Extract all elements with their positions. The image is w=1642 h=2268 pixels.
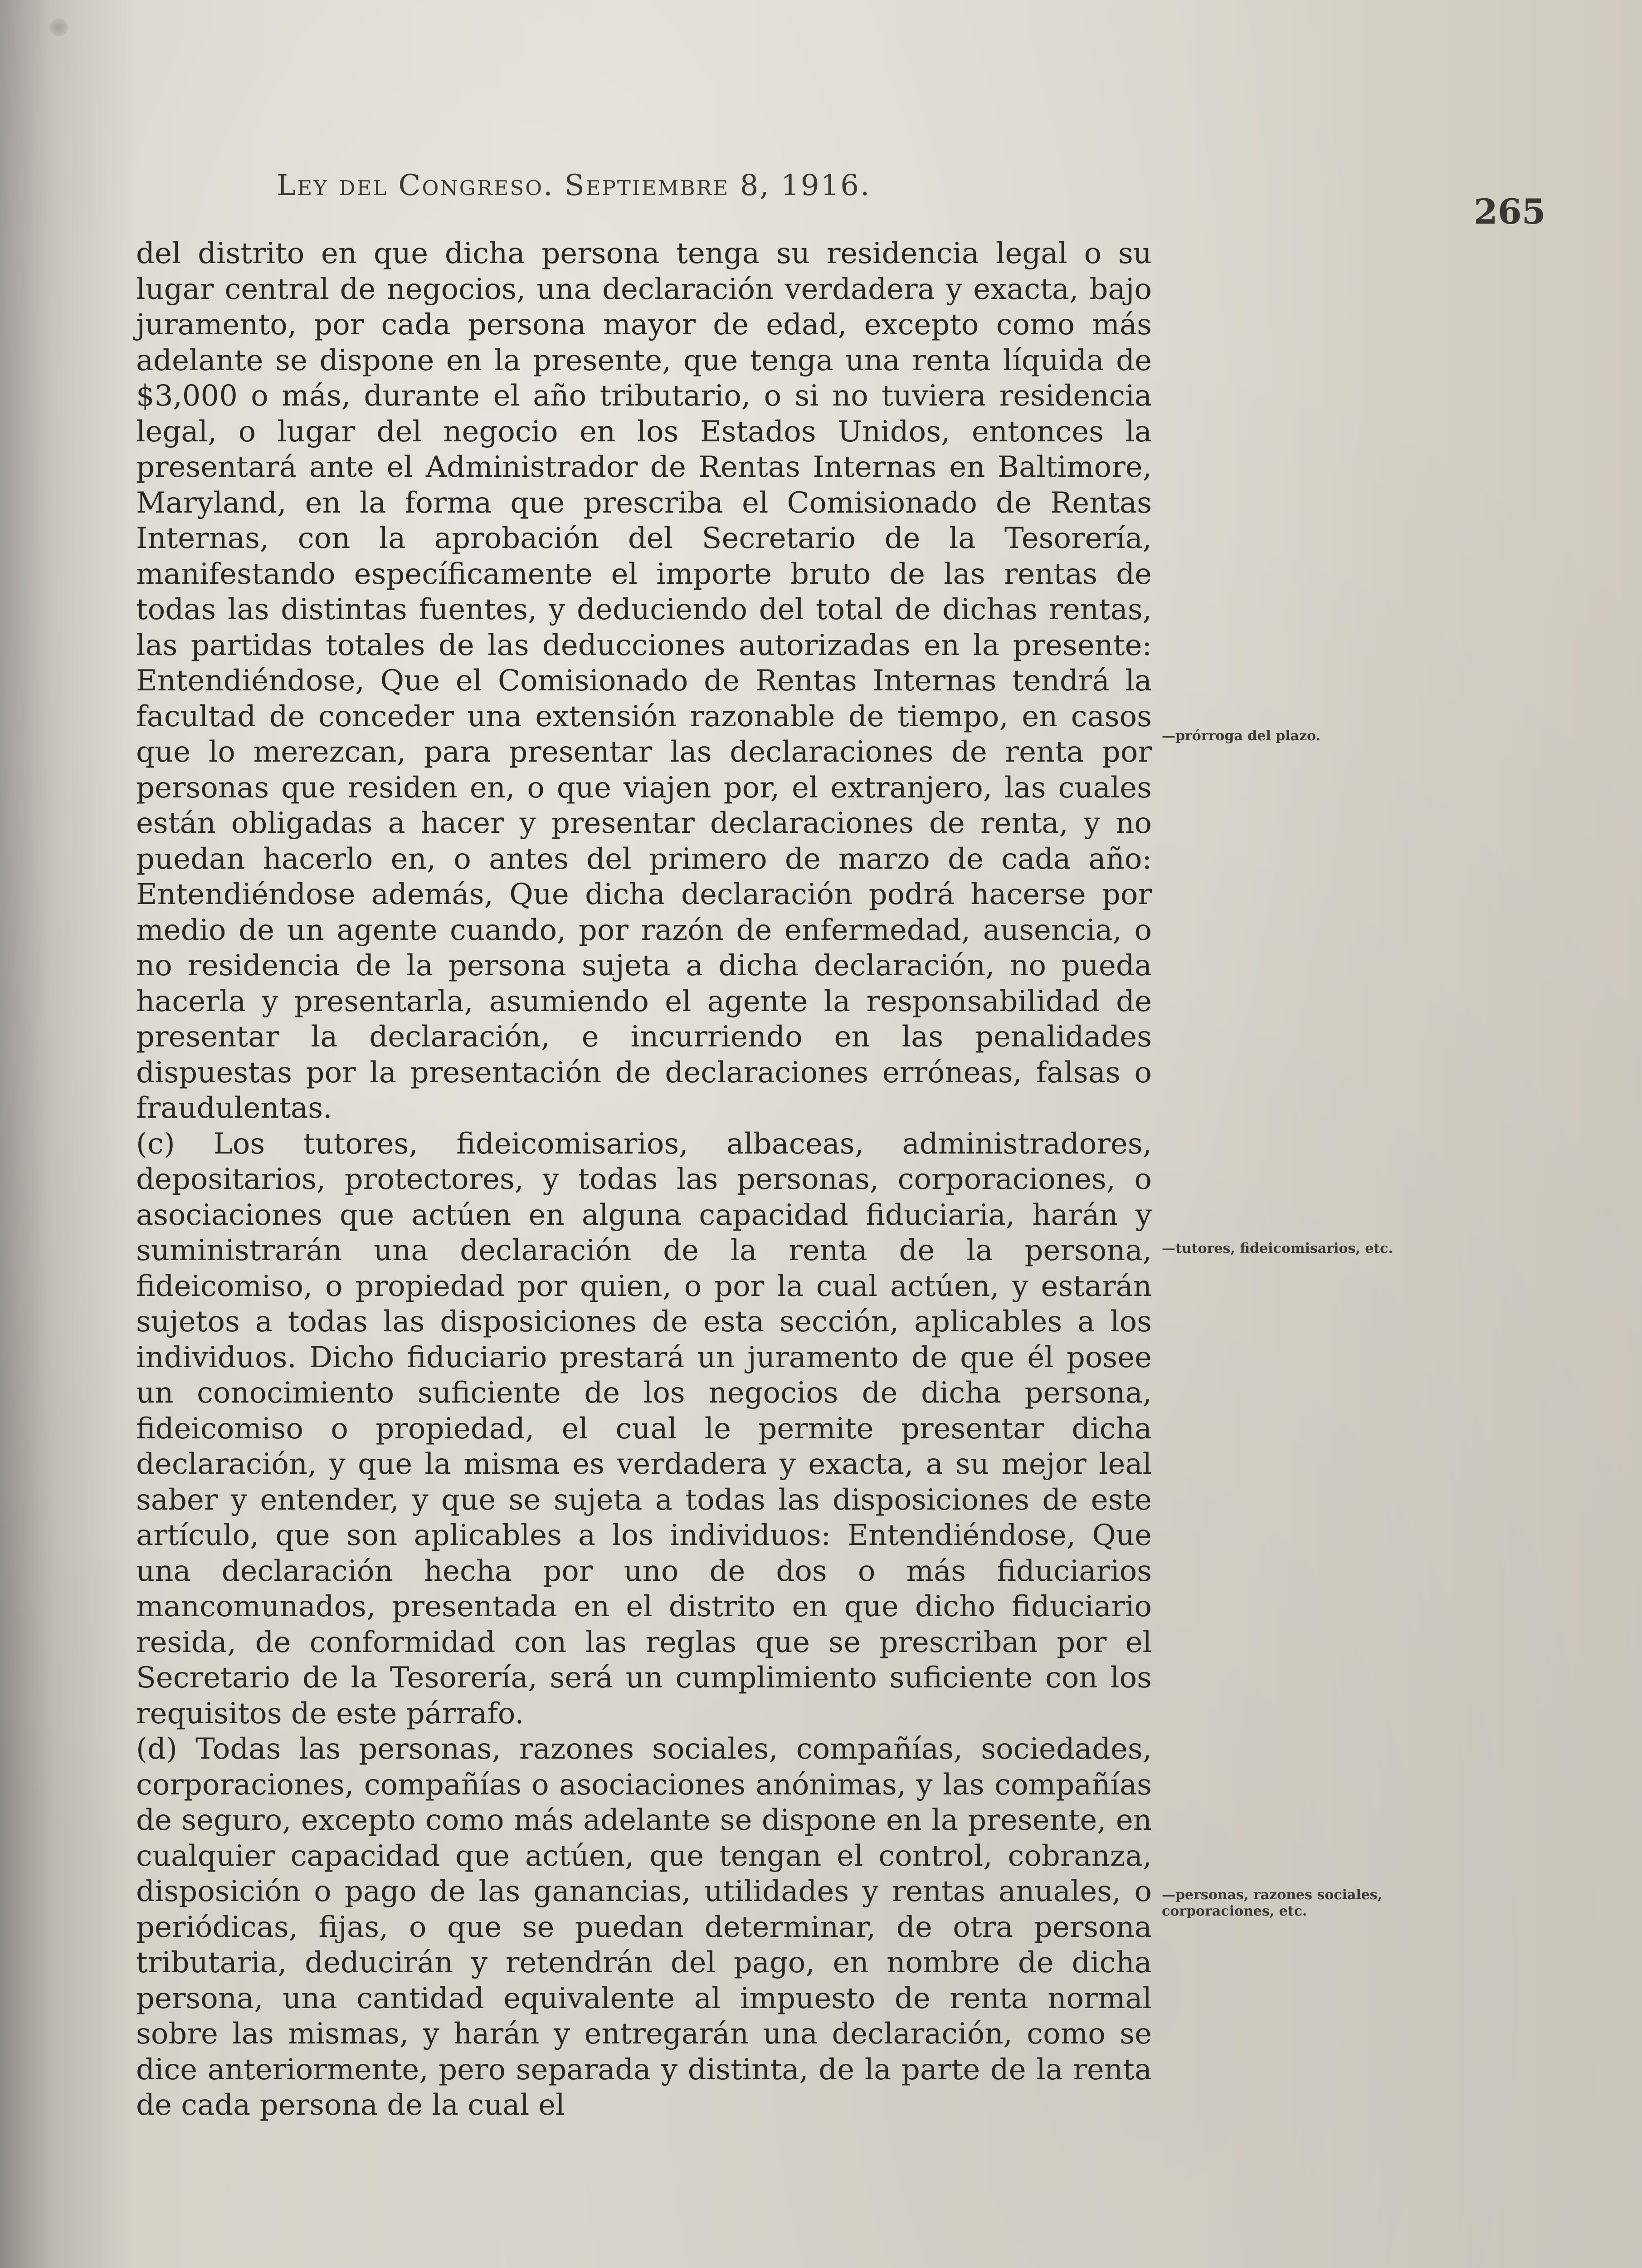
margin-note-personas: —personas, razones sociales, corporaciones, etc. — [1162, 1887, 1383, 1919]
body-text — [136, 236, 1152, 2123]
paragraph-d: (d) Todas las personas, razones sociales, compañías, sociedades, corporaciones, compañías o asociaciones anónimas, y las compañías de seguro, excepto como más adelante se dispone en la presente, en cualquier capacidad que actúen, que tengan el control, cobranza, disposición o pago de las ganancias, utilidades y rentas anuales, o periódicas, fijas, o que se puedan determinar, de otra persona tributaria, deducirán y retendrán del pago, en nombre de dicha persona, una cantidad equivalente al impuesto de renta normal sobre las mismas, y harán y entregarán una declaración, como se dice anteriormente, pero separada y distinta, de la parte de la renta de cada persona de la cual el — [136, 1732, 1152, 2122]
margin-note-tutores: —tutores, fideicomisarios, etc. — [1162, 1241, 1393, 1256]
margin-note-prorroga: —prórroga del plazo. — [1162, 728, 1320, 744]
page-header — [136, 169, 1632, 232]
running-head: Ley del Congreso. Septiembre 8, 1916. — [277, 169, 871, 202]
ink-smudge — [50, 18, 68, 36]
page-number: 265 — [1474, 191, 1546, 232]
paragraph-c: (c) Los tutores, fideicomisarios, albaceas, administradores, depositarios, protectores, y todas las personas, corporaciones, o asociaciones que actúen en alguna capacidad fiduciaria, harán y suministrarán una declaración de la renta de la persona, fideicomiso, o propiedad por quien, o por la cual actúen, y estarán sujetos a todas las disposiciones de esta sección, aplicables a los individuos. Dicho fiduciario prestará un juramento de que él posee un conocimiento suficiente de los negocios de dicha persona, fideicomiso o propiedad, el cual le permite presentar dicha declaración, y que la misma es verdadera y exacta, a su mejor leal saber y entender, y que se sujeta a todas las disposiciones de este artículo, que son aplicables a los individuos: Entendiéndose, Que una declaración hecha por uno de dos o más fiduciarios mancomunados, presentada en el distrito en que dicho fiduciario resida, de conformidad con las reglas que se prescriban por el Secretario de la Tesorería, será un cumplimiento suficiente con los requisitos de este párrafo. — [136, 1127, 1152, 1730]
paragraph-continuation: del distrito en que dicha persona tenga su residencia legal o su lugar central de negocios, una declaración verdadera y exacta, bajo juramento, por cada persona mayor de edad, excepto como más adelante se dispone en la presente, que tenga una renta líquida de $3,000 o más, durante el año tributario, o si no tuviera residencia legal, o lugar del negocio en los Estados Unidos, entonces la presentará ante el Administrador de Rentas Internas en Baltimore, Maryland, en la forma que prescriba el Comisionado de Rentas Internas, con la aprobación del Secretario de la Tesorería, manifestando específicamente el importe bruto de las rentas de todas las distintas fuentes, y deduciendo del total de dichas rentas, las partidas totales de las deducciones autorizadas en la presente: Entendiéndose, Que el Comisionado de Rentas Internas tendrá la facultad de conceder una extensión razonable de tiempo, en casos que lo merezcan, para presentar las declaraciones de renta por personas que residen en, o que viajen por, el extranjero, las cuales están obligadas a hacer y presentar declaraciones de renta, y no puedan hacerlo en, o antes del primero de marzo de cada año: Entendiéndose además, Que dicha declaración podrá hacerse por medio de un agente cuando, por razón de enfermedad, ausencia, o no residencia de la persona sujeta a dicha declaración, no pueda hacerla y presentarla, asumiendo el agente la responsabilidad de presentar la declaración, e incurriendo en las penalidades dispuestas por la presentación de declaraciones erróneas, falsas o fraudulentas. — [136, 237, 1152, 1125]
